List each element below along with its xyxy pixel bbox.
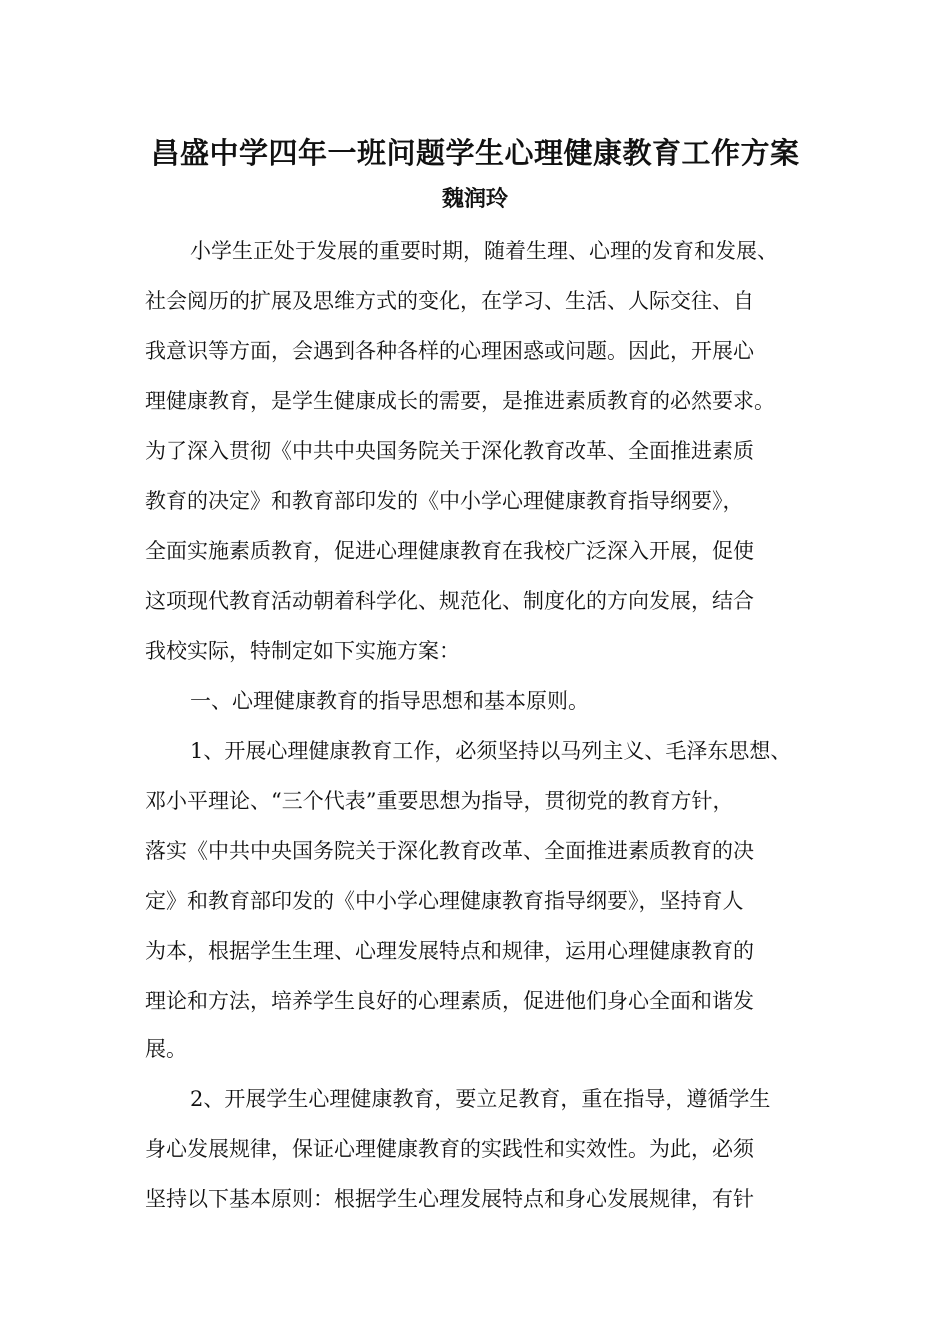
body-line: 理论和方法，培养学生良好的心理素质，促进他们身心全面和谐发 bbox=[145, 989, 754, 1013]
body-line: 身心发展规律，保证心理健康教育的实践性和实效性。为此，必须 bbox=[145, 1137, 754, 1161]
body-line: 教育的决定》和教育部印发的《中小学心理健康教育指导纲要》， bbox=[145, 489, 744, 513]
body-line: 这项现代教育活动朝着科学化、规范化、制度化的方向发展，结合 bbox=[145, 589, 754, 613]
body-line: 为了深入贯彻《中共中央国务院关于深化教育改革、全面推进素质 bbox=[145, 439, 754, 463]
body-line: 邓小平理论、“三个代表”重要思想为指导，贯彻党的教育方针， bbox=[145, 789, 734, 813]
body-line: 定》和教育部印发的《中小学心理健康教育指导纲要》，坚持育人 bbox=[145, 889, 744, 913]
body-line: 小学生正处于发展的重要时期，随着生理、心理的发育和发展、 bbox=[190, 239, 778, 263]
document-author: 魏润玲 bbox=[441, 187, 508, 212]
body-line: 展。 bbox=[145, 1037, 187, 1061]
section-heading: 一、心理健康教育的指导思想和基本原则。 bbox=[190, 689, 589, 713]
body-line: 落实《中共中央国务院关于深化教育改革、全面推进素质教育的决 bbox=[145, 839, 754, 863]
body-line: 全面实施素质教育，促进心理健康教育在我校广泛深入开展，促使 bbox=[145, 539, 754, 563]
body-line: 我意识等方面，会遇到各种各样的心理困惑或问题。因此，开展心 bbox=[145, 339, 754, 363]
body-line: 我校实际，特制定如下实施方案： bbox=[145, 639, 460, 663]
body-line: 2、开展学生心理健康教育，要立足教育，重在指导，遵循学生 bbox=[190, 1087, 771, 1111]
body-line: 坚持以下基本原则：根据学生心理发展特点和身心发展规律，有针 bbox=[145, 1187, 754, 1211]
body-line: 1、开展心理健康教育工作，必须坚持以马列主义、毛泽东思想、 bbox=[190, 739, 792, 763]
document-title: 昌盛中学四年一班问题学生心理健康教育工作方案 bbox=[150, 136, 800, 170]
body-line: 社会阅历的扩展及思维方式的变化，在学习、生活、人际交往、自 bbox=[145, 289, 754, 313]
body-line: 为本，根据学生生理、心理发展特点和规律，运用心理健康教育的 bbox=[145, 939, 754, 963]
body-line: 理健康教育，是学生健康成长的需要，是推进素质教育的必然要求。 bbox=[145, 389, 775, 413]
